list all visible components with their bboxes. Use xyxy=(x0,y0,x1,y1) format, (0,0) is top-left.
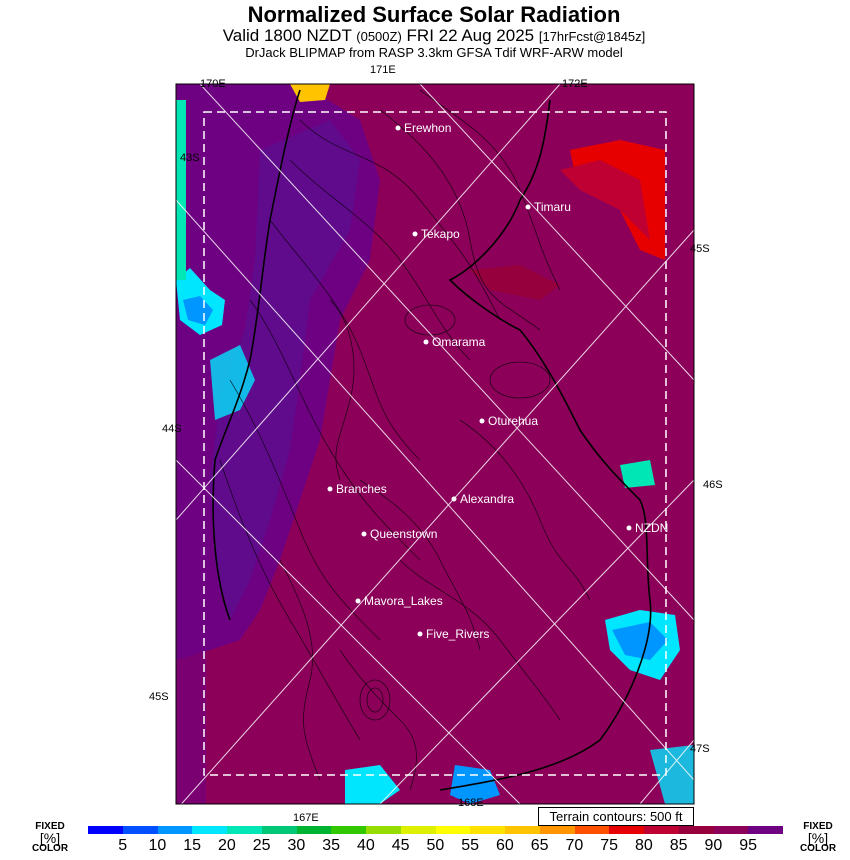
colorbar-tick-label: 10 xyxy=(148,837,167,854)
forecast-info: [17hrFcst@1845z] xyxy=(538,29,646,44)
city-label: Omarama xyxy=(432,335,486,349)
colorbar-swatch xyxy=(227,826,262,834)
map-field xyxy=(176,84,694,810)
colorbar-tick-label: 30 xyxy=(287,837,306,854)
colorbar-swatch xyxy=(88,826,123,834)
model-description: DrJack BLIPMAP from RASP 3.3km GFSA Tdif WRF-ARW model xyxy=(245,45,623,60)
lat-label-46s: 46S xyxy=(703,479,723,491)
colorbar-tick-label: 20 xyxy=(218,837,236,854)
lon-label-170e: 170E xyxy=(200,78,226,90)
colorbar-tick-label: 60 xyxy=(496,837,514,854)
lat-label-44s: 44S xyxy=(162,423,182,435)
colorbar-tick-label: 90 xyxy=(704,837,723,854)
colorbar-tick-label: 85 xyxy=(669,837,688,854)
colorbar-swatch xyxy=(158,826,193,834)
colorbar-tick-label: 40 xyxy=(357,837,375,854)
city-label: Timaru xyxy=(534,200,571,214)
colorbar-swatch xyxy=(470,826,505,834)
colorbar-swatch xyxy=(748,826,783,834)
colorbar-swatch xyxy=(644,826,679,834)
colorbar-swatch xyxy=(192,826,227,834)
city-label: Queenstown xyxy=(370,527,438,541)
colorbar-swatch xyxy=(540,826,575,834)
fixed-label-top: FIXED xyxy=(35,821,65,832)
colorbar-swatch xyxy=(331,826,366,834)
colorbar-tick-label: 65 xyxy=(530,837,549,854)
colorbar-swatch xyxy=(401,826,436,834)
fixed-label-bottom: COLOR xyxy=(31,843,69,854)
city-label: Alexandra xyxy=(460,492,515,506)
colorbar-tick-label: 45 xyxy=(391,837,410,854)
colorbar-swatch xyxy=(714,826,749,834)
lon-label-167e: 167E xyxy=(293,812,319,824)
colorbar-tick-label: 70 xyxy=(565,837,584,854)
colorbar-swatch xyxy=(609,826,644,834)
valid-time-main: Valid 1800 NZDT xyxy=(222,26,352,45)
fixed-label-pct: [%] xyxy=(39,830,61,846)
city-label: Erewhon xyxy=(404,121,452,135)
colorbar-swatch xyxy=(262,826,297,834)
colorbar-tick-label: 55 xyxy=(461,837,480,854)
field-teal-east xyxy=(620,460,655,488)
colorbar-swatch xyxy=(679,826,714,834)
fixed-label-top: FIXED xyxy=(803,821,833,832)
fixed-color-label-right xyxy=(798,822,838,854)
valid-time-zulu: (0500Z) xyxy=(356,29,402,44)
colorbar-tick-label: 95 xyxy=(739,837,758,854)
field-teal-edge xyxy=(176,100,186,280)
lon-label-172e: 172E xyxy=(562,78,588,90)
colorbar-swatch xyxy=(575,826,610,834)
lat-label-47s: 47S xyxy=(690,743,710,755)
city-label: Mavora_Lakes xyxy=(364,594,443,608)
chart-title: Normalized Surface Solar Radiation xyxy=(247,2,621,27)
colorbar-tick-label: 80 xyxy=(635,837,653,854)
city-label: Five_Rivers xyxy=(426,627,490,641)
colorbar-tick-label: 15 xyxy=(183,837,202,854)
colorbar-swatch xyxy=(297,826,332,834)
city-label: Branches xyxy=(336,482,387,496)
fixed-label-pct: [%] xyxy=(807,830,829,846)
colorbar xyxy=(88,826,783,834)
colorbar-swatch xyxy=(505,826,540,834)
colorbar-tick-label: 75 xyxy=(600,837,619,854)
colorbar-tick-label: 25 xyxy=(252,837,271,854)
colorbar-swatch xyxy=(366,826,401,834)
lon-label-171e: 171E xyxy=(370,64,396,76)
lat-label-45s-right: 45S xyxy=(690,243,710,255)
city-label: Oturehua xyxy=(488,414,539,428)
lat-label-45s-left: 45S xyxy=(149,691,169,703)
city-label: Tekapo xyxy=(421,227,460,241)
colorbar-swatch xyxy=(123,826,158,834)
lat-label-43s: 43S xyxy=(180,152,200,164)
city-label: NZDN xyxy=(635,521,669,535)
colorbar-tick-label: 50 xyxy=(426,837,445,854)
colorbar-tick-label: 5 xyxy=(118,837,128,854)
fixed-color-label-left xyxy=(30,822,70,854)
terrain-contour-note: Terrain contours: 500 ft xyxy=(538,807,694,826)
colorbar-swatch xyxy=(436,826,471,834)
fixed-label-bottom: COLOR xyxy=(799,843,837,854)
valid-date: FRI 22 Aug 2025 xyxy=(406,26,535,45)
colorbar-tick-label: 35 xyxy=(322,837,341,854)
lon-label-168e: 168E xyxy=(458,797,484,809)
